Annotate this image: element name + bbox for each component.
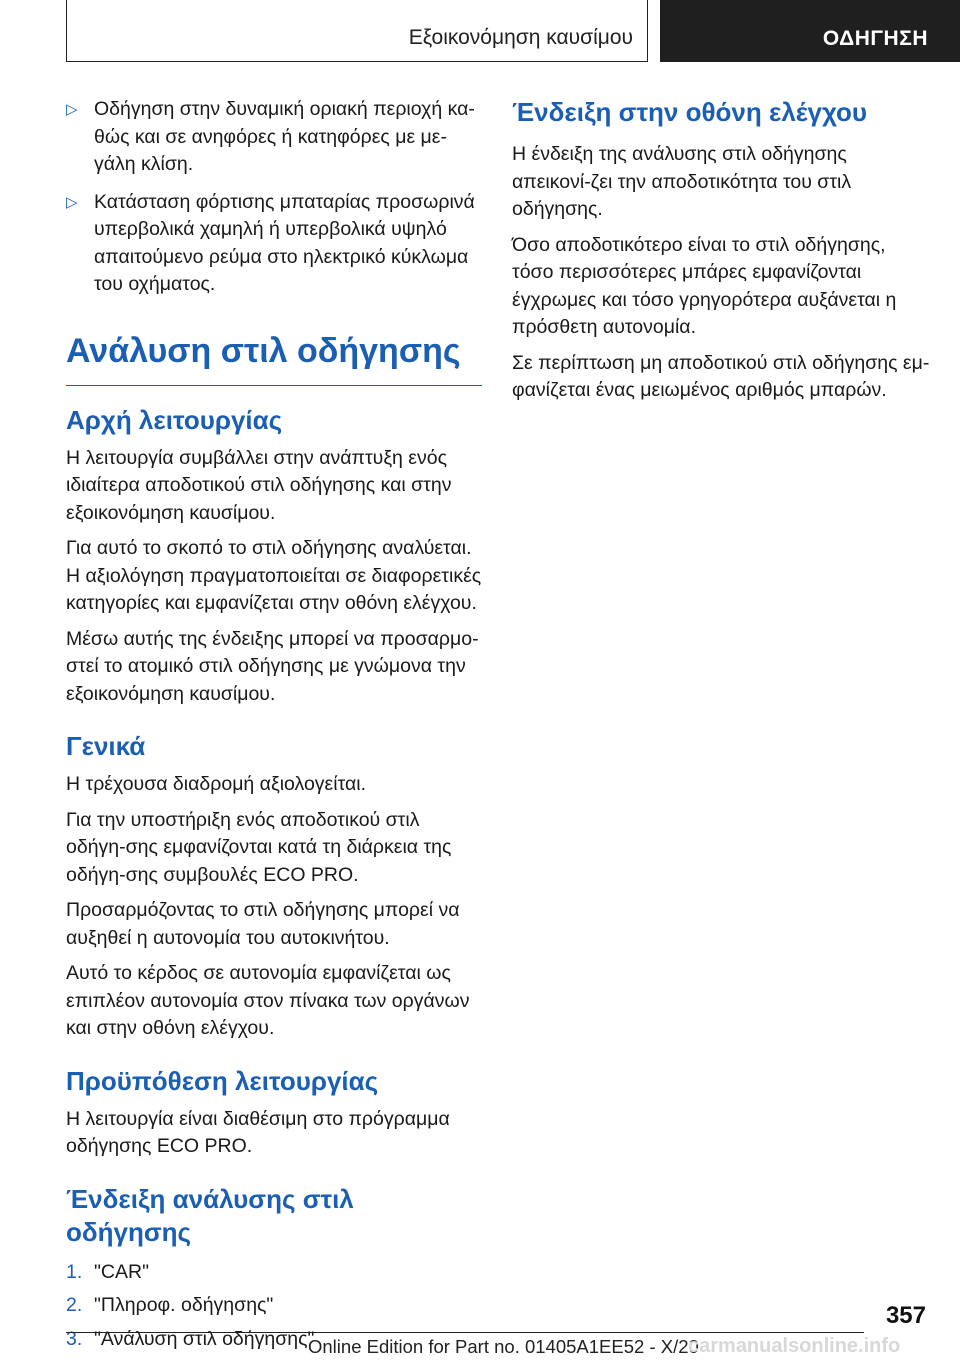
header-section-label: Εξοικονόμηση καυσίμου — [408, 26, 633, 49]
triangle-bullet-icon: ▷ — [66, 193, 78, 211]
right-column — [512, 96, 930, 413]
control-display-heading: Ένδειξη στην οθόνη ελέγχου — [512, 97, 868, 127]
page-number: 357 — [885, 1302, 926, 1329]
step-item — [66, 1259, 482, 1287]
general-heading: Γενικά — [66, 731, 146, 761]
step-item — [66, 1292, 482, 1320]
header-chapter-tab — [660, 0, 960, 62]
paragraph: Για την υποστήριξη ενός αποδοτικού στιλ οδήγη-σης εμφανίζονται κατά τη διάρκεια της οδήγη-σης συμβουλές ECO PRO. — [66, 808, 452, 886]
watermark: carmanualsonline.info — [688, 1335, 901, 1357]
step-number: 1. — [66, 1260, 83, 1283]
display-heading — [66, 1183, 482, 1249]
paragraph: Όσο αποδοτικότερο είναι το στιλ οδήγησης, τόσο περισσότερες μπάρες εμφανίζονται έγχρωμες και τόσο γρηγορότερα αυξάνεται η πρόσθετη αυτονομία. — [512, 233, 897, 338]
header-chapter-label: ΟΔΗΓΗΣΗ — [822, 27, 928, 50]
paragraph: Η λειτουργία συμβάλλει στην ανάπτυξη ενός ιδιαίτερα αποδοτικού στιλ οδήγησης και στην εξοικονόμηση καυσίμου. — [66, 446, 452, 524]
step-number: 2. — [66, 1294, 83, 1316]
paragraph: Σε περίπτωση μη αποδοτικού στιλ οδήγησης εμ-φανίζεται ένας μειωμένος αριθμός μπαρών. — [512, 351, 930, 401]
bullet-text: Κατάσταση φόρτισης μπαταρίας προσωρινά υπερβολικά χαμηλή ή υπερβολικά υψηλό απαιτούμενο ρεύμα στο ηλεκτρικό κύκλωμα του οχήματος. — [94, 190, 475, 295]
title-divider — [66, 385, 482, 386]
paragraph: Αυτό το κέρδος σε αυτονομία εμφανίζεται ως επιπλέον αυτονομία στον πίνακα των οργάνων και στην οθόνη ελέγχου. — [66, 962, 470, 1039]
paragraph: Η λειτουργία είναι διαθέσιμη στο πρόγραμμα οδήγησης ECO PRO. — [66, 1107, 450, 1157]
step-text: "Ανάλυση στιλ οδήγησης" — [94, 1327, 315, 1350]
step-number: 3. — [66, 1327, 83, 1350]
bullet-text: Οδήγηση στην δυναμική οριακή περιοχή κα-θώς και σε ανηφόρες ή κατηφόρες με με-γάλη κλίση. — [94, 98, 475, 175]
paragraph: Η τρέχουσα διαδρομή αξιολογείται. — [66, 773, 367, 795]
triangle-bullet-icon: ▷ — [66, 101, 78, 118]
paragraph: Η ένδειξη της ανάλυσης στιλ οδήγησης απεικονί-ζει την αποδοτικότητα του στιλ οδήγησης. — [512, 143, 852, 220]
section-title: Ανάλυση στιλ οδήγησης — [66, 331, 461, 370]
paragraph: Μέσω αυτής της ένδειξης μπορεί να προσαρμο-στεί το ατομικό στιλ οδήγησης με γνώμονα την εξοικονόμηση καυσίμου. — [66, 627, 479, 705]
footer-divider — [66, 1332, 864, 1333]
header-section-tab — [66, 0, 648, 62]
paragraph: Προσαρμόζοντας το στιλ οδήγησης μπορεί να αυξηθεί η αυτονομία του αυτοκινήτου. — [66, 899, 460, 949]
principle-heading: Αρχή λειτουργίας — [66, 404, 283, 435]
paragraph: Για αυτό το σκοπό το στιλ οδήγησης αναλύεται. Η αξιολόγηση πραγματοποιείται σε διαφορετικές κατηγορίες και εμφανίζεται στην οθόνη ελέγχου. — [66, 537, 482, 614]
list-item — [66, 96, 482, 179]
left-column — [66, 96, 482, 1359]
prerequisite-heading: Προϋπόθεση λειτουργίας — [66, 1065, 379, 1096]
display-heading-line1: Ένδειξη ανάλυσης στιλ — [66, 1183, 354, 1214]
step-text: "Πληροφ. οδήγησης" — [94, 1294, 274, 1316]
display-heading-line2: οδήγησης — [66, 1216, 192, 1247]
step-text: "CAR" — [94, 1260, 150, 1283]
edition-note: Online Edition for Part no. 01405A1EE52 - X/20 — [308, 1336, 699, 1357]
list-item — [66, 189, 482, 299]
